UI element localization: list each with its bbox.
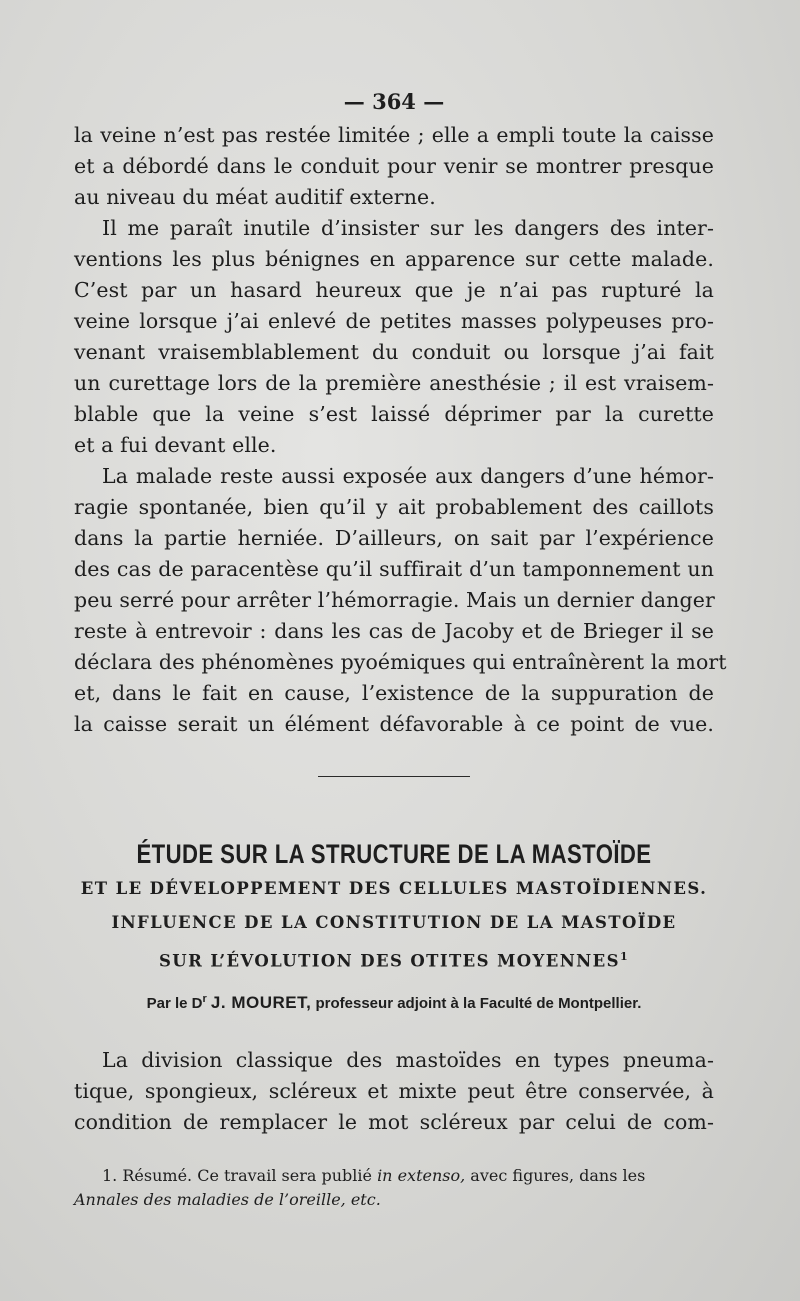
- text-line: C’est par un hasard heureux que je n’ai pas rupturé la: [74, 278, 714, 302]
- page-number: — 364 —: [343, 89, 445, 114]
- text-line: La division classique des mastoïdes en types pneuma-: [102, 1047, 714, 1072]
- author-prefix: Par le D: [146, 994, 203, 1012]
- paragraph-4: [74, 1045, 714, 1138]
- author-name: J. MOURET,: [210, 992, 312, 1012]
- footnote: [74, 1164, 714, 1212]
- text-line: la caisse serait un élément défavorable à ce point de vue.: [74, 712, 714, 736]
- text-line: la veine n’est pas restée limitée ; elle a empli toute la caisse: [74, 123, 714, 147]
- paragraph-2: [74, 213, 714, 461]
- text-line: blable que la veine s’est laissé déprimer par la curette: [74, 402, 714, 426]
- book-page: [74, 84, 727, 1212]
- text-line: reste à entrevoir : dans les cas de Jacoby et de Brieger il se: [74, 619, 714, 643]
- text-line: tique, spongieux, scléreux et mixte peut être conservée, à: [74, 1078, 714, 1103]
- text-line: et a fui devant elle.: [74, 433, 277, 457]
- text-line: La malade reste aussi exposée aux dangers d’une hémor-: [102, 464, 714, 488]
- footnote-italic: in extenso,: [377, 1165, 466, 1185]
- subtitle-text: SUR L’ÉVOLUTION DES OTITES MOYENNES: [158, 951, 620, 971]
- text-line: et, dans le fait en cause, l’existence de la suppuration de: [74, 681, 714, 705]
- author-affiliation: professeur adjoint à la Faculté de Montpellier.: [315, 994, 642, 1012]
- paragraph-3: [74, 461, 727, 740]
- article-subtitle-line-3: [74, 939, 714, 980]
- text-line: et a débordé dans le conduit pour venir se montrer presque: [74, 154, 714, 178]
- article-subtitle-line-2: INFLUENCE DE LA CONSTITUTION DE LA MASTOÏDE: [111, 913, 677, 932]
- text-line: des cas de paracentèse qu’il suffirait d’un tamponnement un: [74, 557, 714, 581]
- text-line: ventions les plus bénignes en apparence sur cette malade.: [74, 247, 714, 271]
- article-subtitle-line-1: ET LE DÉVELOPPEMENT DES CELLULES MASTOÏDIENNES.: [80, 879, 708, 898]
- footnote-line-1: [74, 1164, 714, 1188]
- text-line: dans la partie herniée. D’ailleurs, on sait par l’expérience: [74, 526, 714, 550]
- section-divider: [318, 776, 470, 777]
- text-line: au niveau du méat auditif externe.: [74, 185, 436, 209]
- author-prefix-sup: r: [202, 992, 207, 1005]
- footnote-number: 1.: [102, 1165, 118, 1185]
- footnote-line-2: Annales des maladies de l’oreille, etc.: [74, 1189, 381, 1209]
- article-title: ÉTUDE SUR LA STRUCTURE DE LA MASTOÏDE: [136, 839, 652, 869]
- text-line: peu serré pour arrêter l’hémorragie. Mais un dernier danger: [74, 588, 715, 612]
- footnote-text: Résumé. Ce travail sera publié: [122, 1165, 372, 1185]
- text-line: ragie spontanée, bien qu’il y ait probablement des caillots: [74, 495, 714, 519]
- text-line: Il me paraît inutile d’insister sur les dangers des inter-: [102, 216, 714, 240]
- text-line: veine lorsque j’ai enlevé de petites masses polypeuses pro-: [74, 309, 714, 333]
- text-line: condition de remplacer le mot scléreux par celui de com-: [74, 1109, 714, 1134]
- author-line: [74, 986, 714, 1017]
- text-line: déclara des phénomènes pyoémiques qui entraînèrent la mort: [74, 650, 727, 674]
- paragraph-1: [74, 120, 714, 213]
- footnote-marker: 1: [619, 950, 630, 963]
- text-line: venant vraisemblablement du conduit ou lorsque j’ai fait: [74, 340, 714, 364]
- text-line: un curettage lors de la première anesthésie ; il est vraisem-: [74, 371, 714, 395]
- footnote-text-after: avec figures, dans les: [470, 1165, 646, 1185]
